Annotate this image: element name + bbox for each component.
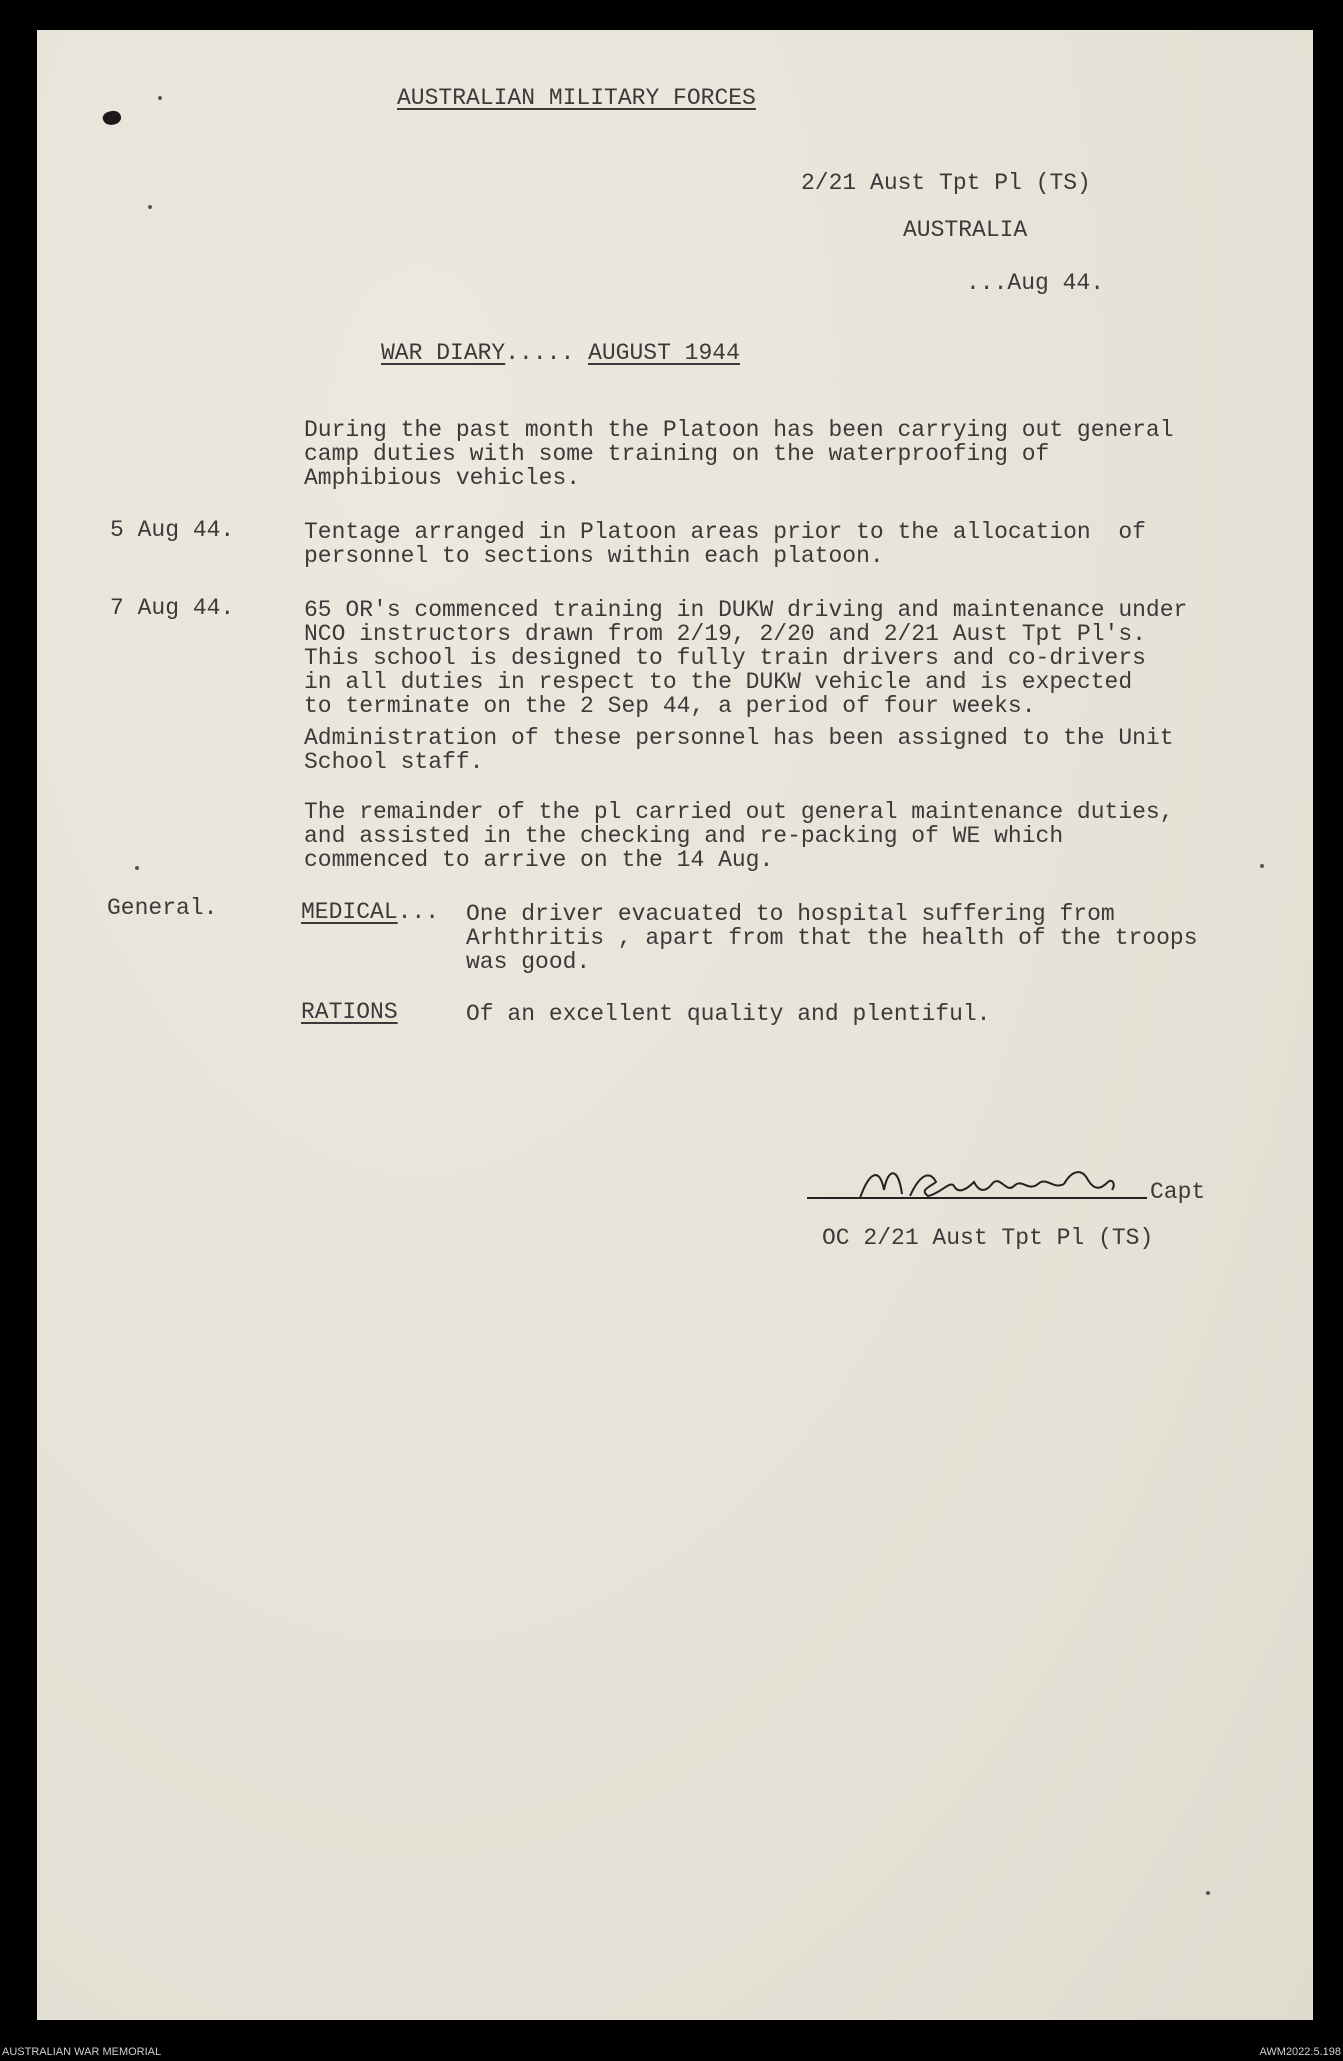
paper-speck	[148, 205, 152, 209]
location: AUSTRALIA	[903, 217, 1028, 243]
diary-title	[381, 341, 740, 365]
entry-line: in all duties in respect to the DUKW vehicle and is expected	[304, 669, 1133, 695]
intro-line: During the past month the Platoon has been carrying out general	[304, 417, 1174, 443]
diary-title-prefix: WAR DIARY	[381, 340, 506, 366]
document-date: ...Aug 44.	[966, 270, 1105, 296]
entry-line: personnel to sections within each platoon.	[304, 543, 884, 569]
intro-line: camp duties with some training on the waterproofing of	[304, 441, 1050, 467]
document-heading: AUSTRALIAN MILITARY FORCES	[397, 85, 756, 111]
entry-line: commenced to arrive on the 14 Aug.	[304, 847, 774, 873]
entry-line: This school is designed to fully train drivers and co-drivers	[304, 645, 1146, 671]
intro-line: Amphibious vehicles.	[304, 465, 581, 491]
entry-date: 5 Aug 44.	[110, 517, 235, 543]
signature-line	[807, 1197, 1147, 1199]
paper-speck	[1206, 1891, 1210, 1895]
entry-line: The remainder of the pl carried out general maintenance duties,	[304, 799, 1174, 825]
unit-designation: 2/21 Aust Tpt Pl (TS)	[801, 170, 1091, 196]
paper-speck	[135, 866, 139, 870]
entry-date: 7 Aug 44.	[110, 595, 235, 621]
entry-line: Administration of these personnel has been assigned to the Unit	[304, 725, 1174, 751]
medical-line: was good.	[466, 949, 591, 975]
medical-label: MEDICAL	[301, 899, 398, 925]
paper-speck	[158, 96, 162, 100]
signatory-title: OC 2/21 Aust Tpt Pl (TS)	[822, 1225, 1154, 1251]
handwritten-signature	[850, 1160, 1150, 1206]
rations-text: Of an excellent quality and plentiful.	[466, 1001, 991, 1027]
entry-line: School staff.	[304, 749, 484, 775]
medical-line: Arhthritis , apart from that the health of the troops	[466, 925, 1198, 951]
rations-label: RATIONS	[301, 999, 398, 1025]
entry-line: NCO instructors drawn from 2/19, 2/20 and 2/21 Aust Tpt Pl's.	[304, 621, 1146, 647]
entry-line: Tentage arranged in Platoon areas prior to the allocation of	[304, 519, 1146, 545]
entry-line: and assisted in the checking and re-packing of WE which	[304, 823, 1064, 849]
entry-line: to terminate on the 2 Sep 44, a period of four weeks.	[304, 693, 1036, 719]
diary-title-dots: .....	[505, 340, 575, 366]
diary-title-month: AUGUST 1944	[588, 340, 740, 366]
medical-dots: ...	[397, 899, 440, 925]
paper-speck	[1260, 864, 1264, 868]
medical-heading	[301, 900, 439, 924]
entry-line: 65 OR's commenced training in DUKW driving and maintenance under	[304, 597, 1188, 623]
general-label: General.	[107, 895, 218, 921]
archive-credit: AUSTRALIAN WAR MEMORIAL	[2, 2046, 162, 2058]
archive-reference: AWM2022.5.198	[1259, 2046, 1341, 2058]
medical-line: One driver evacuated to hospital suffering from	[466, 901, 1115, 927]
signatory-rank: Capt	[1150, 1179, 1206, 1205]
